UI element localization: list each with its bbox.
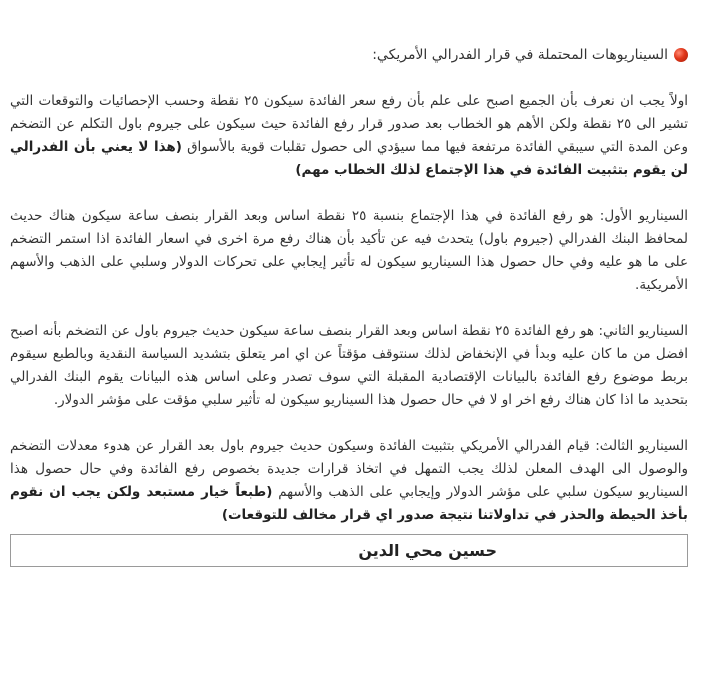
scenario-3-text: السيناريو الثالث: قيام الفدرالي الأمريكي بتثبيت الفائدة وسيكون حديث جيروم باول بعد القرار عن هدوء معدلات التضخم والوصول الى الهدف المعلن لذلك يجب التمهل في اتخاذ قرارات جديدة بخصوص رفع الفائدة وفي حال حصول هذا السيناريو سيكون سلبي على مؤشر الدولار وإيجابي على الذهب والأسهم — [10, 438, 688, 500]
red-circle-icon — [674, 48, 688, 62]
intro-bold-note: (هذا لا يعني بأن الفدرالي لن يقوم بتثبيت الفائدة في هذا الإجتماع لذلك الخطاب مهم) — [10, 139, 688, 178]
document-body — [10, 44, 688, 567]
scenario-3-bold-note: (طبعاً خيار مستبعد ولكن يجب ان نقوم بأخذ الحيطة والحذر في تداولاتنا نتيجة صدور اي قرار مخالف للتوقعات) — [10, 484, 688, 523]
intro-paragraph — [10, 90, 688, 182]
scenario-1-text: السيناريو الأول: هو رفع الفائدة في هذا الإجتماع بنسبة ٢٥ نقطة اساس وبعد القرار بنصف ساعة سيكون هناك حديث لمحافظ البنك الفدرالي (جيروم باول) يتحدث فيه عن تأكيد بأن هناك رفع مرة اخرى في اسعار الفائدة اذا استمر التضخم على ما هو عليه وفي حال حصول هذا السيناريو سيكون له تأثير إيجابي على تحركات الدولار وسلبي على الذهب والأسهم الأمريكية. — [10, 208, 688, 293]
scenario-1-paragraph — [10, 205, 688, 297]
scenario-3-paragraph — [10, 435, 688, 527]
section-heading — [10, 44, 688, 66]
scenario-2-paragraph — [10, 320, 688, 412]
scenario-2-text: السيناريو الثاني: هو رفع الفائدة ٢٥ نقطة اساس وبعد القرار بنصف ساعة سيكون حديث جيروم باول عن التضخم بأنه اصبح افضل من ما كان عليه وبدأ في الإنخفاض لذلك سنتوقف مؤقتاً عن اي امر يتعلق بتشديد السياسة النقدية وبالطبع سيقوم بربط موضوع رفع الفائدة بالبيانات الإقتصادية المقبلة التي سوف تصدر وعلى اساس هذه البيانات يقوم البنك الفدرالي بتحديد ما اذا كان هناك رفع اخر او لا في حال حصول هذا السيناريو سيكون له تأثير سلبي مؤقت على مؤشر الدولار. — [10, 323, 688, 408]
heading-text: السيناريوهات المحتملة في قرار الفدرالي الأمريكي: — [372, 47, 668, 63]
author-signature: حسين محي الدين — [358, 541, 497, 560]
intro-text: اولاً يجب ان نعرف بأن الجميع اصبح على علم بأن رفع سعر الفائدة سيكون ٢٥ نقطة وحسب الإحصائيات والتوقعات التي تشير الى ٢٥ نقطة ولكن الأهم هو الخطاب بعد صدور قرار رفع الفائدة حيث سيكون على جيروم باول التكلم عن التضخم وعن المدة التي سيبقي الفائدة مرتفعة فيها مما سيؤدي الى حصول تقلبات قوية بالأسواق — [10, 93, 688, 155]
signature-box — [10, 534, 688, 567]
